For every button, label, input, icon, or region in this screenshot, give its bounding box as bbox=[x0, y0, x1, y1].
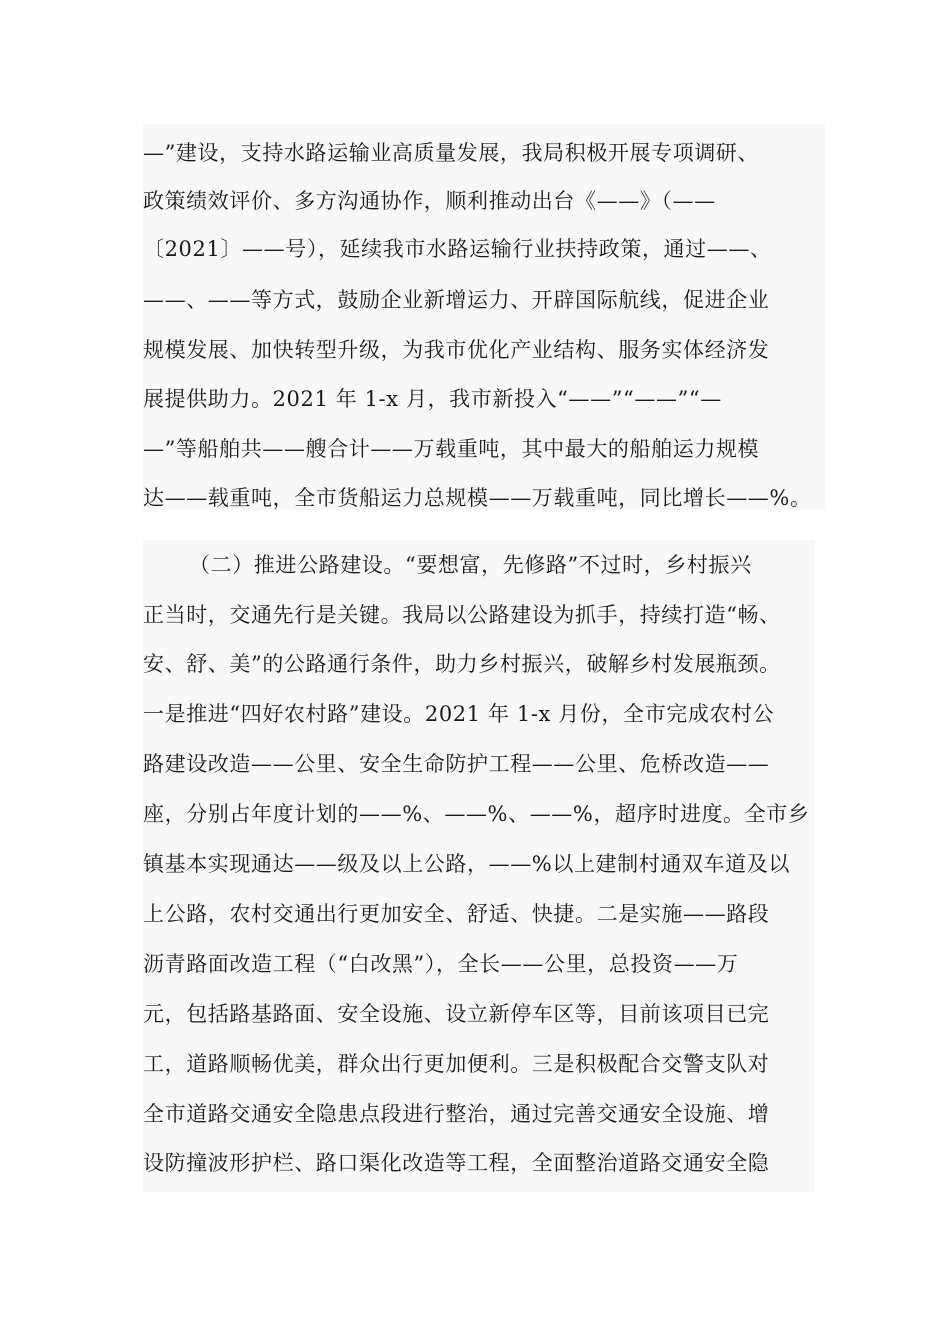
text-line: —”等船舶共——艘合计——万载重吨，其中最大的船舶运力规模 bbox=[143, 437, 760, 461]
text-line: 设防撞波形护栏、路口渠化改造等工程，全面整治道路交通安全隐 bbox=[143, 1151, 770, 1175]
text-line: 沥青路面改造工程（“白改黑”），全长——公里，总投资——万 bbox=[143, 952, 739, 976]
text-line: 政策绩效评价、多方沟通协作，顺利推动出台《——》（—— bbox=[143, 189, 716, 213]
text-line: 规模发展、加快转型升级，为我市优化产业结构、服务实体经济发 bbox=[143, 338, 770, 362]
paragraph-water-transport bbox=[143, 124, 825, 510]
text-line: 安、舒、美”的公路通行条件，助力乡村振兴，破解乡村发展瓶颈。 bbox=[143, 652, 781, 676]
text-line: 镇基本实现通达——级及以上公路，——%以上建制村通双车道及以 bbox=[143, 852, 790, 876]
text-line: 展提供助力。2021 年 1-x 月，我市新投入“——”“——”“— bbox=[143, 387, 722, 411]
text-line: 全市道路交通安全隐患点段进行整治，通过完善交通安全设施、增 bbox=[143, 1102, 770, 1126]
text-line: 元，包括路基路面、安全设施、设立新停车区等，目前该项目已完 bbox=[143, 1002, 770, 1026]
text-line: ——、——等方式，鼓励企业新增运力、开辟国际航线，促进企业 bbox=[143, 288, 770, 312]
section-heading-line: （二）推进公路建设。“要想富，先修路”不过时，乡村振兴 bbox=[189, 553, 752, 577]
text-line: 工，道路顺畅优美，群众出行更加便利。三是积极配合交警支队对 bbox=[143, 1052, 770, 1076]
text-line: 上公路，农村交通出行更加安全、舒适、快捷。二是实施——路段 bbox=[143, 902, 770, 926]
text-line: 〔2021〕——号），延续我市水路运输行业扶持政策，通过——、 bbox=[143, 237, 772, 261]
text-line: 一是推进“四好农村路”建设。2021 年 1-x 月份，全市完成农村公 bbox=[143, 702, 775, 726]
text-line: —”建设，支持水路运输业高质量发展，我局积极开展专项调研、 bbox=[143, 141, 760, 165]
text-line: 路建设改造——公里、安全生命防护工程——公里、危桥改造—— bbox=[143, 752, 770, 776]
text-line: 正当时，交通先行是关键。我局以公路建设为抓手，持续打造“畅、 bbox=[143, 603, 781, 627]
text-line: 达——载重吨，全市货船运力总规模——万载重吨，同比增长——%。 bbox=[143, 486, 812, 510]
text-line: 座，分别占年度计划的——%、——%、——%，超序时进度。全市乡 bbox=[143, 802, 810, 826]
paragraph-highway-construction bbox=[143, 540, 815, 1192]
